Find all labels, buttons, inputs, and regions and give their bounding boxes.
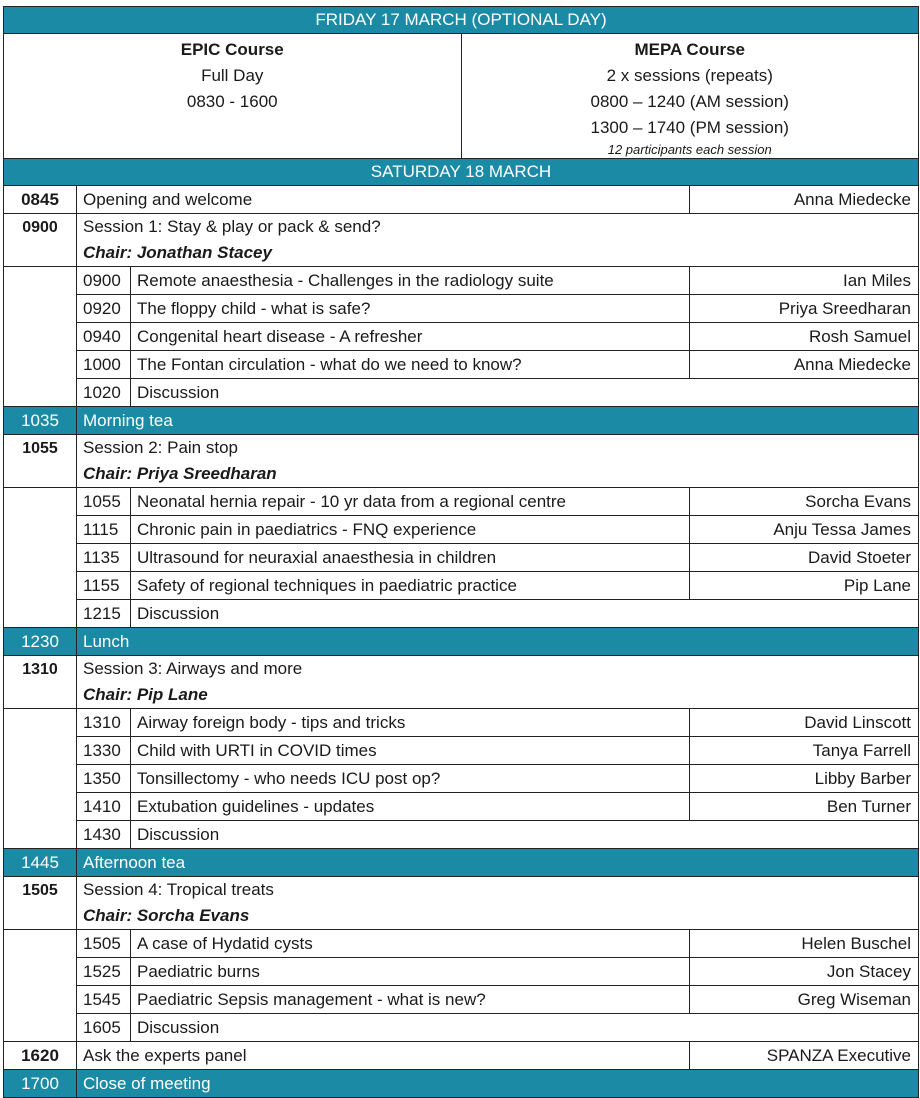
talk-title: Chronic pain in paediatrics - FNQ experience [131, 516, 690, 543]
program-table [3, 6, 919, 1098]
break-time: 1445 [4, 849, 77, 876]
talk-time: 1055 [77, 488, 131, 515]
session-time: 1310 [4, 656, 77, 708]
talk-speaker: Libby Barber [814, 769, 911, 788]
talk-row [77, 958, 918, 986]
session-chair: Chair: Pip Lane [83, 685, 208, 704]
talk-row [77, 986, 918, 1014]
epic-course [4, 34, 461, 158]
break-label: Lunch [83, 632, 130, 651]
session-talks [4, 488, 918, 628]
talk-row [77, 516, 918, 544]
session-time: 0900 [4, 214, 77, 266]
talk-speaker: Helen Buschel [801, 934, 911, 953]
talk-title: Discussion [137, 604, 220, 623]
talk-title: Remote anaesthesia - Challenges in the radiology suite [131, 267, 690, 294]
session-chair: Chair: Sorcha Evans [83, 906, 250, 925]
mepa-course [461, 34, 919, 158]
epic-course-duration: Full Day [201, 66, 264, 85]
session-header [4, 435, 918, 488]
talk-row [77, 488, 918, 516]
talk-title: Discussion [137, 1018, 220, 1037]
talk-title: Paediatric burns [131, 958, 690, 985]
opening-speaker: Anna Miedecke [793, 190, 911, 209]
talk-title: Safety of regional techniques in paediatric practice [131, 572, 690, 599]
session-title: Session 4: Tropical treats [83, 880, 274, 899]
discussion-row [77, 821, 918, 848]
break-label: Afternoon tea [83, 853, 186, 872]
session-time: 1505 [4, 877, 77, 929]
talk-list [77, 709, 918, 848]
talk-time: 1410 [77, 793, 131, 820]
panel-time: 1620 [4, 1042, 77, 1069]
talk-title: Child with URTI in COVID times [131, 737, 690, 764]
session-heading [77, 214, 918, 266]
panel-title: Ask the experts panel [77, 1042, 690, 1069]
talk-title: Airway foreign body - tips and tricks [131, 709, 690, 736]
opening-time: 0845 [4, 186, 77, 213]
talk-speaker: David Linscott [804, 713, 911, 732]
talk-time: 1115 [77, 516, 131, 543]
break-label: Morning tea [83, 411, 173, 430]
talk-title: The floppy child - what is safe? [131, 295, 690, 322]
talk-row [77, 323, 918, 351]
talk-title: Discussion [137, 383, 220, 402]
mepa-course-note: 12 participants each session [607, 142, 772, 157]
close-row [4, 1070, 918, 1098]
talk-row [77, 765, 918, 793]
talk-time: 1000 [77, 351, 131, 378]
talk-time: 1605 [77, 1014, 131, 1041]
talk-title: Ultrasound for neuraxial anaesthesia in children [131, 544, 690, 571]
session-heading [77, 435, 918, 487]
talk-list [77, 267, 918, 406]
session-header [4, 656, 918, 709]
break-row [4, 849, 918, 877]
session-title: Session 1: Stay & play or pack & send? [83, 217, 381, 236]
session-time: 1055 [4, 435, 77, 487]
friday-heading: FRIDAY 17 MARCH (OPTIONAL DAY) [4, 7, 918, 34]
talk-time: 1505 [77, 930, 131, 957]
session-talks [4, 709, 918, 849]
panel-row [4, 1042, 918, 1070]
talk-speaker: Ben Turner [826, 797, 911, 816]
talk-title: The Fontan circulation - what do we need to know? [131, 351, 690, 378]
epic-course-hours: 0830 - 1600 [186, 92, 278, 111]
mepa-course-sessions: 2 x sessions (repeats) [606, 66, 773, 85]
talk-speaker: Pip Lane [843, 576, 911, 595]
talk-title: Paediatric Sepsis management - what is new? [131, 986, 690, 1013]
talk-row [77, 295, 918, 323]
session-chair: Chair: Priya Sreedharan [83, 464, 277, 483]
panel-speaker: SPANZA Executive [766, 1046, 911, 1065]
talk-row [77, 793, 918, 821]
break-row [4, 407, 918, 435]
session-title: Session 2: Pain stop [83, 438, 238, 457]
talk-speaker: David Stoeter [808, 548, 911, 567]
talk-title: Neonatal hernia repair - 10 yr data from a regional centre [131, 488, 690, 515]
talk-row [77, 267, 918, 295]
talk-row [77, 737, 918, 765]
close-label: Close of meeting [83, 1074, 211, 1093]
break-time: 1230 [4, 628, 77, 655]
talk-time: 1430 [77, 821, 131, 848]
talk-time: 0920 [77, 295, 131, 322]
talk-title: Congenital heart disease - A refresher [131, 323, 690, 350]
talk-speaker: Sorcha Evans [805, 492, 911, 511]
talk-time: 1155 [77, 572, 131, 599]
talk-time: 1020 [77, 379, 131, 406]
session-heading [77, 877, 918, 929]
talk-speaker: Anna Miedecke [793, 355, 911, 374]
mepa-course-title: MEPA Course [634, 40, 746, 59]
talk-speaker: Priya Sreedharan [778, 299, 911, 318]
talk-speaker: Anju Tessa James [773, 520, 911, 539]
talk-title: Discussion [137, 825, 220, 844]
mepa-course-am: 0800 – 1240 (AM session) [590, 92, 789, 111]
mepa-course-pm: 1300 – 1740 (PM session) [590, 118, 789, 137]
talk-time: 0900 [77, 267, 131, 294]
break-time: 1035 [4, 407, 77, 434]
session-chair: Chair: Jonathan Stacey [83, 243, 272, 262]
talk-row [77, 930, 918, 958]
talk-time: 1350 [77, 765, 131, 792]
talk-time: 1525 [77, 958, 131, 985]
saturday-heading: SATURDAY 18 MARCH [4, 159, 918, 186]
epic-course-title: EPIC Course [180, 40, 284, 59]
talk-speaker: Rosh Samuel [808, 327, 911, 346]
session-header [4, 877, 918, 930]
talk-time: 1310 [77, 709, 131, 736]
session-talks [4, 930, 918, 1042]
session-talks [4, 267, 918, 407]
talk-title: Extubation guidelines - updates [131, 793, 690, 820]
talk-time: 1545 [77, 986, 131, 1013]
talk-speaker: Tanya Farrell [812, 741, 911, 760]
talk-speaker: Ian Miles [842, 271, 911, 290]
session-heading [77, 656, 918, 708]
opening-title: Opening and welcome [77, 186, 690, 213]
session-header [4, 214, 918, 267]
talk-row [77, 572, 918, 600]
close-time: 1700 [4, 1070, 77, 1097]
discussion-row [77, 379, 918, 406]
talk-speaker: Jon Stacey [826, 962, 911, 981]
opening-row [4, 186, 918, 214]
talk-list [77, 930, 918, 1041]
talk-row [77, 709, 918, 737]
session-title: Session 3: Airways and more [83, 659, 303, 678]
talk-title: A case of Hydatid cysts [131, 930, 690, 957]
discussion-row [77, 600, 918, 627]
talk-time: 0940 [77, 323, 131, 350]
talk-time: 1135 [77, 544, 131, 571]
talk-speaker: Greg Wiseman [797, 990, 911, 1009]
talk-list [77, 488, 918, 627]
talk-time: 1215 [77, 600, 131, 627]
discussion-row [77, 1014, 918, 1041]
talk-title: Tonsillectomy - who needs ICU post op? [131, 765, 690, 792]
talk-row [77, 351, 918, 379]
talk-row [77, 544, 918, 572]
friday-courses [4, 34, 918, 159]
break-row [4, 628, 918, 656]
talk-time: 1330 [77, 737, 131, 764]
